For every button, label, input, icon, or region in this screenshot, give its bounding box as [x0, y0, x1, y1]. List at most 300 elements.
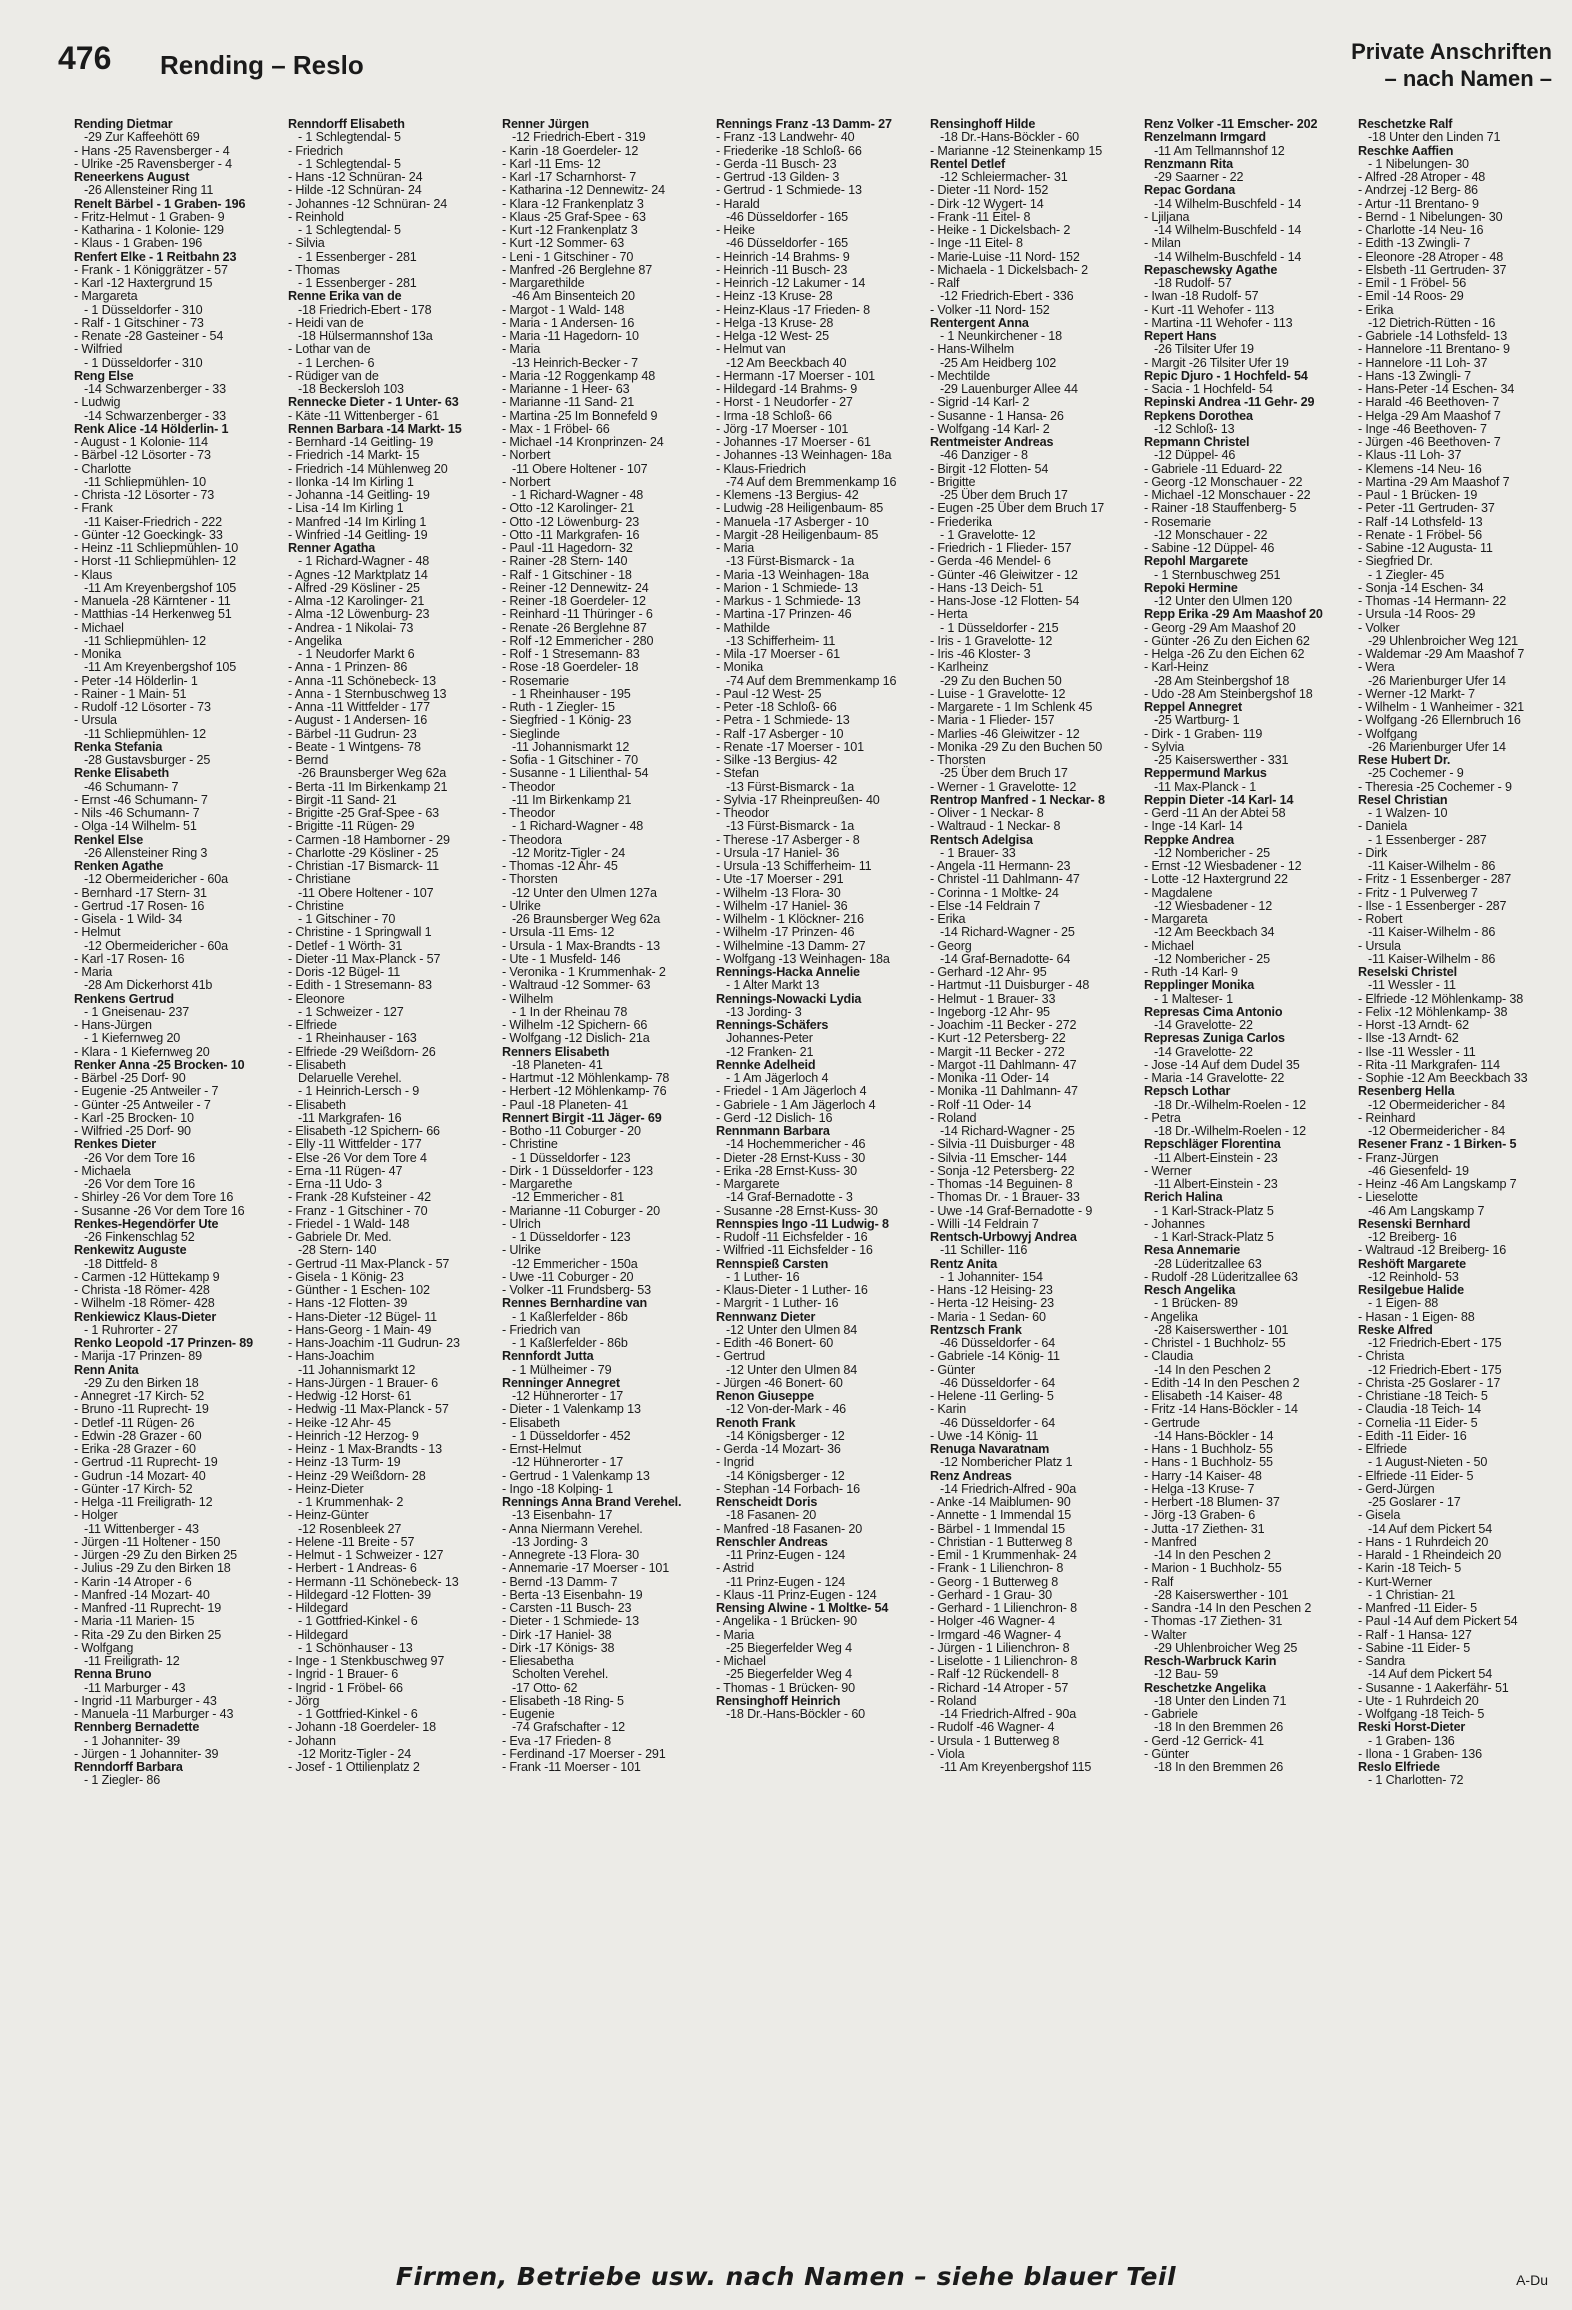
directory-entry: - Ljiljana	[1144, 209, 1190, 224]
directory-surname-entry: Rennberg Bernadette	[74, 1720, 200, 1735]
directory-entry: - Frank -11 Moerser - 101	[502, 1760, 641, 1774]
directory-surname-entry: Repmann Christel	[1144, 435, 1250, 449]
directory-entry: -18 Hülsermannshof 13a	[298, 329, 433, 343]
directory-entry: - Dirk - 1 Düsseldorfer - 123	[502, 1163, 654, 1178]
directory-entry: - Edwin -28 Grazer - 60	[74, 1428, 202, 1443]
directory-entry: - Hermann -11 Schönebeck- 13	[288, 1574, 459, 1589]
directory-entry: - Ursula -13 Schifferheim- 11	[716, 859, 872, 873]
directory-entry: - Hans -13 Deich- 51	[930, 580, 1044, 595]
directory-entry: - Uwe -14 Graf-Bernadotte - 9	[930, 1203, 1093, 1218]
directory-entry: - Lieselotte	[1358, 1190, 1418, 1205]
directory-entry: -11 Johannismarkt 12	[512, 739, 630, 754]
directory-entry: - Thorsten	[502, 872, 558, 887]
directory-entry: - Carsten -11 Busch- 23	[502, 1601, 632, 1615]
directory-entry: - Karl -12 Haxtergrund 15	[74, 276, 213, 290]
directory-entry: - Annemarie -17 Moerser - 101	[502, 1561, 670, 1576]
directory-entry: - Stefan	[716, 766, 759, 781]
directory-surname-entry: Renfert Elke - 1 Reitbahn 23	[74, 249, 237, 264]
directory-entry: - Renate -17 Moerser - 101	[716, 739, 864, 754]
directory-entry: -14 Graf-Bernadotte - 3	[726, 1190, 853, 1205]
directory-surname-entry: Renn Anita	[74, 1362, 139, 1377]
directory-entry: - Oliver - 1 Neckar- 8	[930, 806, 1044, 820]
directory-entry: -29 Zur Kaffeehött 69	[84, 130, 200, 145]
directory-entry: - Hartmut -12 Möhlenkamp- 78	[502, 1071, 670, 1085]
directory-entry: - Iwan -18 Rudolf- 57	[1144, 289, 1259, 304]
directory-surname-entry: Repoki Hermine	[1144, 580, 1238, 595]
directory-entry: - Margarete	[716, 1177, 780, 1191]
directory-entry: -12 Nombericher - 25	[1154, 951, 1270, 966]
directory-entry: - Hedwig -11 Max-Planck - 57	[288, 1402, 449, 1417]
directory-entry: - Ralf - 1 Gitschiner - 73	[74, 315, 204, 330]
directory-entry: - Johannes -17 Moerser - 61	[716, 435, 871, 449]
directory-entry: - Jürgen - 1 Lilienchron- 8	[930, 1640, 1070, 1655]
directory-entry: - Ute - 1 Musfeld- 146	[502, 951, 621, 966]
directory-entry: -18 Beckersloh 103	[298, 382, 404, 396]
directory-entry: - Rita -11 Markgrafen- 114	[1358, 1057, 1500, 1072]
directory-entry: - Heinz-Günter	[288, 1508, 369, 1523]
directory-surname-entry: Renz Andreas	[930, 1468, 1012, 1483]
directory-entry: - Hildegard	[288, 1601, 348, 1615]
directory-entry: - Elisabeth	[288, 1097, 346, 1112]
directory-entry: -12 Hühnerorter - 17	[512, 1389, 624, 1403]
directory-surname-entry: Renz Volker -11 Emscher- 202	[1144, 118, 1318, 131]
directory-entry: -12 Unter den Ulmen 84	[726, 1322, 858, 1337]
directory-entry: - Friederike -18 Schloß- 66	[716, 143, 862, 158]
directory-entry: - Johannes -13 Weinhagen- 18a	[716, 448, 892, 463]
directory-entry: -18 In den Bremmen 26	[1154, 1760, 1284, 1774]
directory-entry: - Franz -13 Landwehr- 40	[716, 130, 855, 145]
directory-entry: - Manfred -14 Im Kirling 1	[288, 514, 427, 529]
directory-entry: - Renate -28 Gasteiner - 54	[74, 329, 224, 343]
directory-entry: - Käte -11 Wittenberger - 61	[288, 408, 439, 423]
directory-surname-entry: Renko Leopold -17 Prinzen- 89	[74, 1336, 253, 1350]
directory-entry: - Hildegard -12 Flotten- 39	[288, 1587, 431, 1602]
directory-surname-entry: Repinski Andrea -11 Gehr- 29	[1144, 395, 1315, 410]
directory-entry: - Helga -11 Freiligrath- 12	[74, 1495, 213, 1509]
directory-surname-entry: Rentergent Anna	[930, 315, 1029, 330]
directory-entry: - Erna -11 Udo- 3	[288, 1177, 382, 1191]
directory-entry: - Silvia -11 Emscher- 144	[930, 1150, 1067, 1165]
directory-entry: - Wilhelm -17 Prinzen- 46	[716, 925, 855, 940]
directory-entry: - Hasan - 1 Eigen- 88	[1358, 1309, 1475, 1324]
directory-entry: - 1 Schlegtendal- 5	[298, 156, 401, 171]
directory-entry: - 1 Neudorfer Markt 6	[298, 647, 415, 661]
directory-surname-entry: Reschetzke Ralf	[1358, 118, 1453, 131]
directory-entry: -14 Richard-Wagner - 25	[940, 1124, 1075, 1138]
directory-entry: - Sandra	[1358, 1654, 1406, 1668]
directory-entry: - Katharina -12 Dennewitz- 24	[502, 183, 665, 198]
directory-entry: - Ingrid - 1 Fröbel- 66	[288, 1680, 403, 1695]
directory-entry: -11 Kaiser-Friedrich - 222	[84, 514, 222, 529]
directory-entry: - Jörg	[288, 1693, 320, 1708]
directory-entry: - Gerhard - 1 Grau- 30	[930, 1587, 1052, 1602]
directory-entry: - Dieter -11 Max-Planck - 57	[288, 951, 441, 966]
directory-entry: - Gertrud	[716, 1349, 766, 1364]
directory-entry: - Max - 1 Fröbel- 66	[502, 421, 610, 436]
directory-entry: - 1 Schweizer - 127	[298, 1004, 404, 1019]
directory-entry: - Theresia -25 Cochemer - 9	[1358, 779, 1512, 794]
directory-entry: - Annegrete -13 Flora- 30	[502, 1548, 639, 1562]
directory-entry: - Berta -13 Eisenbahn- 19	[502, 1587, 643, 1602]
directory-entry: - Michaela - 1 Dickelsbach- 2	[930, 262, 1089, 277]
directory-entry: - Christian -17 Bismarck- 11	[288, 859, 439, 873]
directory-surname-entry: Repplinger Monika	[1144, 978, 1255, 993]
directory-surname-entry: Renkiewicz Klaus-Dieter	[74, 1309, 217, 1324]
directory-entry: - Heinz -13 Kruse- 28	[716, 289, 833, 304]
directory-entry: - Reinhard	[1358, 1110, 1416, 1125]
directory-entry: -26 Braunsberger Weg 62a	[298, 766, 447, 781]
directory-surname-entry: Resenberg Hella	[1358, 1084, 1455, 1099]
directory-entry: - Elisabeth	[288, 1057, 346, 1072]
directory-entry: - Alma -12 Karolinger- 21	[288, 594, 425, 608]
directory-entry: - Wilfried -25 Dorf- 90	[74, 1124, 191, 1138]
directory-entry: - Silke -13 Bergius- 42	[716, 753, 838, 767]
directory-entry: - Ruth -14 Karl- 9	[1144, 965, 1238, 979]
directory-entry: - Bernhard -14 Geitling- 19	[288, 435, 434, 449]
directory-entry: - Maria - 1 Sedan- 60	[930, 1309, 1046, 1324]
directory-entry: - Maria -14 Gravelotte- 22	[1144, 1071, 1285, 1085]
directory-entry: - Maria -13 Weinhagen- 18a	[716, 567, 869, 582]
directory-entry: - Rita -29 Zu den Birken 25	[74, 1627, 222, 1642]
directory-entry: -14 Hochemmericher - 46	[726, 1137, 866, 1152]
directory-entry: - 1 Karl-Strack-Platz 5	[1154, 1203, 1274, 1218]
directory-entry: - Johannes -12 Schnüran- 24	[288, 196, 448, 211]
directory-surname-entry: Resel Christian	[1358, 792, 1448, 807]
directory-surname-entry: Renker Anna -25 Brocken- 10	[74, 1057, 245, 1072]
directory-entry: - Marion - 1 Buchholz- 55	[1144, 1561, 1282, 1576]
directory-entry: - Rüdiger van de	[288, 368, 379, 383]
directory-surname-entry: Rennecke Dieter - 1 Unter- 63	[288, 395, 459, 410]
directory-entry: - Georg	[930, 938, 972, 953]
directory-entry: - Harald	[716, 196, 760, 211]
directory-entry: - Silvia	[288, 236, 325, 251]
directory-entry: - Inge -14 Karl- 14	[1144, 819, 1243, 834]
directory-surname-entry: Resilgebue Halide	[1358, 1283, 1464, 1297]
directory-entry: - Richard -14 Atroper - 57	[930, 1680, 1069, 1695]
directory-entry: - Heinz -29 Weißdorn- 28	[288, 1468, 426, 1483]
directory-entry: - 1 Richard-Wagner - 48	[512, 488, 644, 502]
directory-entry: -17 Otto- 62	[512, 1680, 578, 1695]
directory-entry: - Margrit - 1 Luther- 16	[716, 1296, 839, 1311]
directory-entry: -11 Markgrafen- 16	[298, 1110, 402, 1125]
directory-entry: -25 Wartburg- 1	[1154, 713, 1240, 728]
directory-entry: - Elfriede -11 Eider- 5	[1358, 1468, 1474, 1483]
directory-entry: - Norbert	[502, 448, 551, 463]
directory-entry: - Franz-Jürgen	[1358, 1150, 1439, 1165]
directory-entry: - Susanne -28 Ernst-Kuss- 30	[716, 1203, 878, 1218]
directory-entry: - Friedrich -14 Mühlenweg 20	[288, 461, 448, 476]
directory-entry: - Bernd -13 Damm- 7	[502, 1574, 618, 1589]
directory-entry: - Elfriede -12 Möhlenkamp- 38	[1358, 991, 1524, 1006]
directory-entry: - Peter -14 Hölderlin- 1	[74, 673, 198, 688]
directory-entry: - Friederika	[930, 514, 992, 529]
directory-entry: - Ruth - 1 Ziegler- 15	[502, 700, 615, 714]
directory-entry: -12 Schleiermacher- 31	[940, 170, 1068, 184]
directory-entry: - Edith -13 Zwingli- 7	[1358, 236, 1471, 251]
directory-entry: - Volker -11 Frundsberg- 53	[502, 1283, 652, 1297]
directory-surname-entry: Reski Horst-Dieter	[1358, 1720, 1466, 1735]
directory-entry: - Charlotte -14 Neu- 16	[1358, 223, 1484, 237]
directory-entry: - 1 Brauer- 33	[940, 845, 1016, 860]
directory-entry: - Dirk - 1 Graben- 119	[1144, 726, 1263, 741]
directory-entry: - Wolfgang	[74, 1640, 134, 1655]
directory-surname-entry: Reppin Dieter -14 Karl- 14	[1144, 792, 1294, 807]
directory-entry: - Fritz - 1 Essenberger - 287	[1358, 872, 1512, 887]
directory-entry: -25 Kaiserswerther - 331	[1154, 753, 1289, 767]
directory-entry: - Susanne - 1 Aakerfähr- 51	[1358, 1680, 1509, 1695]
directory-entry: - Ulrich	[502, 1216, 541, 1231]
directory-entry: - Waltraud -12 Sommer- 63	[502, 978, 651, 993]
directory-entry: - Elfriede	[288, 1018, 337, 1032]
directory-entry: - Olga -14 Wilhelm- 51	[74, 819, 197, 834]
directory-entry: - Uwe -11 Coburger - 20	[502, 1269, 634, 1284]
directory-entry: - Hans-Joachim	[288, 1349, 375, 1364]
directory-entry: - Ursula - 1 Butterweg 8	[930, 1733, 1060, 1748]
directory-entry: - Jutta -17 Ziethen- 31	[1144, 1521, 1265, 1536]
directory-entry: - Else -14 Feldrain 7	[930, 898, 1041, 913]
directory-entry: - Josef - 1 Ottilienplatz 2	[288, 1760, 420, 1774]
directory-surname-entry: Repp Erika -29 Am Maashof 20	[1144, 607, 1323, 622]
directory-entry: - Birgit -11 Sand- 21	[288, 792, 397, 807]
directory-entry: - Heinrich -12 Herzog- 9	[288, 1428, 419, 1443]
directory-entry: - Wera	[1358, 660, 1395, 675]
directory-entry: - Ralf	[930, 276, 960, 290]
directory-entry: -29 Zu den Birken 18	[84, 1375, 199, 1390]
directory-entry: - Helga -26 Zu den Eichen 62	[1144, 647, 1305, 661]
directory-entry: - Iris - 1 Gravelotte- 12	[930, 633, 1053, 648]
directory-entry: - Annette - 1 Immendal 15	[930, 1508, 1072, 1523]
directory-entry: - Leni - 1 Gitschiner - 70	[502, 249, 634, 264]
directory-entry: - Christine	[502, 1137, 558, 1152]
directory-entry: -14 Graf-Bernadotte- 64	[940, 951, 1071, 966]
directory-entry: - Kurt -12 Petersberg- 22	[930, 1031, 1066, 1046]
directory-entry: - 1 Düsseldorfer - 452	[512, 1428, 631, 1443]
directory-entry: - Wolfgang -26 Ellernbruch 16	[1358, 713, 1521, 728]
directory-entry: - Angelika	[288, 633, 342, 648]
directory-entry: -26 Allensteiner Ring 3	[84, 845, 208, 860]
directory-entry: - Ute -17 Moerser - 291	[716, 872, 844, 887]
directory-entry: - Viola	[930, 1746, 965, 1761]
directory-entry: - Marion - 1 Schmiede- 13	[716, 580, 858, 595]
directory-entry: - Margarete - 1 Im Schlenk 45	[930, 700, 1093, 714]
directory-surname-entry: Reng Else	[74, 368, 134, 383]
directory-entry: - Ralf - 1 Gitschiner - 18	[502, 567, 632, 582]
directory-entry: - 1 Essenberger - 281	[298, 249, 417, 264]
directory-entry: - Udo -28 Am Steinbergshof 18	[1144, 686, 1313, 701]
directory-entry: -14 Schwarzenberger - 33	[84, 408, 227, 423]
directory-entry: - Heinz-Dieter	[288, 1481, 364, 1496]
directory-entry: - Dieter - 1 Valenkamp 13	[502, 1402, 641, 1417]
directory-entry: - Edith -11 Eider- 16	[1358, 1428, 1467, 1443]
directory-entry: - Marianne -11 Sand- 21	[502, 395, 635, 410]
directory-entry: - Hans-Dieter -12 Bügel- 11	[288, 1309, 438, 1324]
directory-entry: - Anna - 1 Prinzen- 86	[288, 660, 408, 675]
directory-entry: - Gudrun -14 Mozart- 40	[74, 1468, 206, 1483]
directory-entry: - Thorsten	[930, 753, 986, 767]
directory-entry: - Rainer -18 Stauffenberg- 5	[1144, 501, 1297, 516]
directory-entry: - Margareta	[74, 289, 138, 304]
directory-entry: -25 Biegerfelder Weg 4	[726, 1640, 852, 1655]
directory-entry: -12 Emmericher - 81	[512, 1190, 624, 1205]
directory-entry: - Bernd - 1 Nibelungen- 30	[1358, 209, 1503, 224]
directory-entry: - Theodor	[716, 806, 770, 820]
directory-entry: - Hans-Joachim -11 Gudrun- 23	[288, 1336, 460, 1350]
directory-entry: -14 Gravelotte- 22	[1154, 1018, 1253, 1032]
directory-entry: - Gabriele -11 Eduard- 22	[1144, 461, 1283, 476]
directory-entry: - Ingo -18 Kolping- 1	[502, 1481, 613, 1496]
directory-surname-entry: Reske Alfred	[1358, 1322, 1433, 1337]
directory-entry: - 1 August-Nieten - 50	[1368, 1455, 1488, 1470]
directory-entry: - Gabriele - 1 Am Jägerloch 4	[716, 1097, 876, 1112]
directory-column	[1144, 118, 1354, 2228]
directory-surname-entry: Renne Erika van de	[288, 289, 402, 304]
directory-entry: - Charlotte -29 Kösliner - 25	[288, 845, 439, 860]
directory-entry: - Theodora	[502, 832, 562, 847]
directory-entry: Delaruelle Verehel.	[298, 1071, 402, 1085]
directory-entry: -12 Obermeidericher - 84	[1368, 1124, 1506, 1138]
directory-entry: - Werner -12 Markt- 7	[1358, 686, 1475, 701]
directory-surname-entry: Repac Gordana	[1144, 183, 1236, 198]
directory-entry: - Anna -11 Schönebeck- 13	[288, 673, 436, 688]
directory-entry: - Karl -11 Ems- 12	[502, 156, 601, 171]
directory-entry: - Christiane -18 Teich- 5	[1358, 1389, 1488, 1403]
directory-entry: -12 Friedrich-Ebert - 319	[512, 130, 646, 145]
directory-entry: -11 Am Tellmannshof 12	[1154, 143, 1285, 158]
directory-entry: - Carmen -12 Hüttekamp 9	[74, 1269, 220, 1284]
directory-entry: - Annegret -17 Kirch- 52	[74, 1389, 205, 1403]
directory-surname-entry: Rennings Anna Brand Verehel.	[502, 1495, 682, 1509]
directory-entry: - Cornelia -11 Eider- 5	[1358, 1415, 1478, 1430]
directory-entry: - Gerd-Jürgen	[1358, 1481, 1435, 1496]
directory-entry: - Erika	[1358, 302, 1394, 317]
directory-entry: - Paul -18 Planeten- 41	[502, 1097, 629, 1112]
directory-entry: -46 Düsseldorfer - 64	[940, 1336, 1056, 1350]
directory-entry: - Marianne -12 Steinenkamp 15	[930, 143, 1103, 158]
directory-entry: - Marija -17 Prinzen- 89	[74, 1349, 202, 1364]
directory-entry: - Ralf -12 Rückendell- 8	[930, 1667, 1059, 1682]
directory-entry: -14 Königsberger - 12	[726, 1428, 845, 1443]
directory-entry: - Mathilde	[716, 620, 770, 635]
directory-entry: -18 Rudolf- 57	[1154, 276, 1232, 290]
directory-entry: - Marie-Luise -11 Nord- 152	[930, 249, 1080, 264]
directory-entry: - Ilse -11 Wessler - 11	[1358, 1044, 1476, 1059]
directory-entry: - Detlef - 1 Wörth- 31	[288, 938, 403, 953]
directory-entry: - Franz - 1 Gitschiner - 70	[288, 1203, 428, 1218]
directory-entry: - Maria -11 Hagedorn- 10	[502, 329, 639, 343]
directory-entry: - Thomas -14 Beguinen- 8	[930, 1177, 1073, 1191]
directory-entry: -18 Dr.-Hans-Böckler - 60	[940, 130, 1080, 145]
directory-entry: - Martina -11 Wehofer - 113	[1144, 315, 1293, 330]
directory-entry: - Klaus -25 Graf-Spee - 63	[502, 209, 646, 224]
directory-column	[1358, 118, 1568, 2228]
directory-surname-entry: Rennert Birgit -11 Jäger- 69	[502, 1110, 662, 1125]
directory-entry: - Manfred	[1144, 1534, 1197, 1549]
directory-entry: -14 Schwarzenberger - 33	[84, 382, 227, 396]
directory-entry: - Herta -12 Heising- 23	[930, 1296, 1054, 1311]
directory-entry: - Anna - 1 Sternbuschweg 13	[288, 686, 447, 701]
directory-columns	[74, 118, 1562, 2228]
directory-column	[502, 118, 712, 2228]
directory-entry: - Ursula -11 Ems- 12	[502, 925, 615, 940]
directory-entry: - 1 Ziegler- 86	[84, 1773, 161, 1788]
directory-entry: - Günter -46 Gleiwitzer - 12	[930, 567, 1078, 582]
directory-entry: - Hans -12 Schnüran- 24	[288, 170, 423, 184]
directory-entry: - Eleonore -28 Atroper - 48	[1358, 249, 1504, 264]
page-range-title: Rending – Reslo	[160, 50, 364, 80]
directory-entry: - Lisa -14 Im Kirling 1	[288, 501, 404, 516]
directory-entry: - Liselotte - 1 Lilienchron- 8	[930, 1654, 1078, 1668]
directory-entry: - Hannelore -11 Loh- 37	[1358, 355, 1488, 370]
directory-entry: - 1 In der Rheinau 78	[512, 1004, 628, 1019]
directory-entry: - Gertrud -11 Max-Planck - 57	[288, 1256, 450, 1271]
directory-entry: - Christa -18 Römer- 428	[74, 1283, 210, 1297]
directory-entry: - Günther - 1 Eschen- 102	[288, 1283, 430, 1297]
directory-entry: - Ralf	[1144, 1574, 1174, 1589]
directory-entry: - Kurt-Werner	[1358, 1574, 1433, 1589]
directory-surname-entry: Renndorff Barbara	[74, 1760, 183, 1774]
directory-entry: - Michael	[1144, 938, 1194, 953]
directory-entry: - Maria -11 Marien- 15	[74, 1614, 195, 1629]
directory-entry: - Frank - 1 Königgrätzer - 57	[74, 262, 228, 277]
directory-entry: - Klemens -13 Bergius- 42	[716, 488, 859, 502]
directory-entry: - 1 Neunkirchener - 18	[940, 329, 1062, 343]
directory-surname-entry: Resch Angelika	[1144, 1283, 1236, 1297]
directory-entry: -13 Fürst-Bismarck - 1a	[726, 554, 855, 569]
directory-entry: - Sonja -12 Petersberg- 22	[930, 1163, 1075, 1178]
directory-entry: - 1 Richard-Wagner - 48	[512, 819, 644, 834]
directory-entry: -12 Schloß- 13	[1154, 421, 1235, 436]
directory-entry: - 1 Heinrich-Lersch - 9	[298, 1084, 420, 1099]
directory-entry: -46 Düsseldorfer - 165	[726, 236, 848, 251]
directory-entry: - Herbert - 1 Andreas- 6	[288, 1561, 417, 1576]
directory-entry: - Hermann -17 Moerser - 101	[716, 368, 876, 383]
directory-entry: - Martina -25 Im Bonnefeld 9	[502, 408, 658, 423]
directory-entry: - Petra	[1144, 1110, 1181, 1125]
directory-entry: - Hans-Wilhelm	[930, 342, 1014, 357]
directory-entry: - Karin -18 Teich- 5	[1358, 1561, 1462, 1576]
directory-entry: - August - 1 Andersen- 16	[288, 713, 428, 728]
directory-entry: - Klaus - 1 Graben- 196	[74, 236, 203, 251]
directory-entry: - 1 Kaßlerfelder - 86b	[512, 1336, 628, 1350]
directory-entry: - Christiane	[288, 872, 351, 887]
directory-entry: - 1 Graben- 136	[1368, 1733, 1455, 1748]
directory-entry: - Bärbel - 1 Immendal 15	[930, 1521, 1065, 1536]
directory-entry: -26 Braunsberger Weg 62a	[512, 912, 661, 926]
directory-entry: -28 Am Steinbergshof 18	[1154, 673, 1290, 688]
directory-surname-entry: Renkes Dieter	[74, 1137, 157, 1152]
directory-entry: - Jose -14 Auf dem Dudel 35	[1144, 1057, 1300, 1072]
directory-entry: - Bärbel -25 Dorf- 90	[74, 1071, 186, 1085]
directory-entry: - 1 Alter Markt 13	[726, 978, 820, 993]
directory-entry: - Hartmut -11 Duisburger - 48	[930, 978, 1090, 993]
directory-entry: -25 Über dem Bruch 17	[940, 488, 1068, 502]
directory-entry: -29 Lauenburger Allee 44	[940, 382, 1078, 396]
directory-entry: - Horst -13 Arndt- 62	[1358, 1018, 1469, 1032]
directory-entry: - Birgit -12 Flotten- 54	[930, 461, 1049, 476]
directory-entry: -12 Moritz-Tigler - 24	[298, 1746, 412, 1761]
directory-entry: -46 Am Binsenteich 20	[512, 289, 635, 304]
directory-entry: -12 Obermeidericher - 60a	[84, 938, 228, 953]
directory-entry: - Edith - 1 Stresemann- 83	[288, 978, 432, 993]
directory-entry: -26 Vor dem Tore 16	[84, 1177, 196, 1191]
directory-entry: - Gisela - 1 König- 23	[288, 1269, 404, 1284]
directory-entry: -12 Wiesbadener - 12	[1154, 898, 1273, 913]
directory-entry: - 1 Essenberger - 287	[1368, 832, 1487, 847]
directory-entry: -74 Grafschafter - 12	[512, 1720, 626, 1735]
directory-surname-entry: Renuga Navaratnam	[930, 1442, 1050, 1456]
directory-entry: - Eugen -25 Über dem Bruch 17	[930, 501, 1105, 516]
directory-entry: - Gerda -11 Busch- 23	[716, 156, 837, 171]
